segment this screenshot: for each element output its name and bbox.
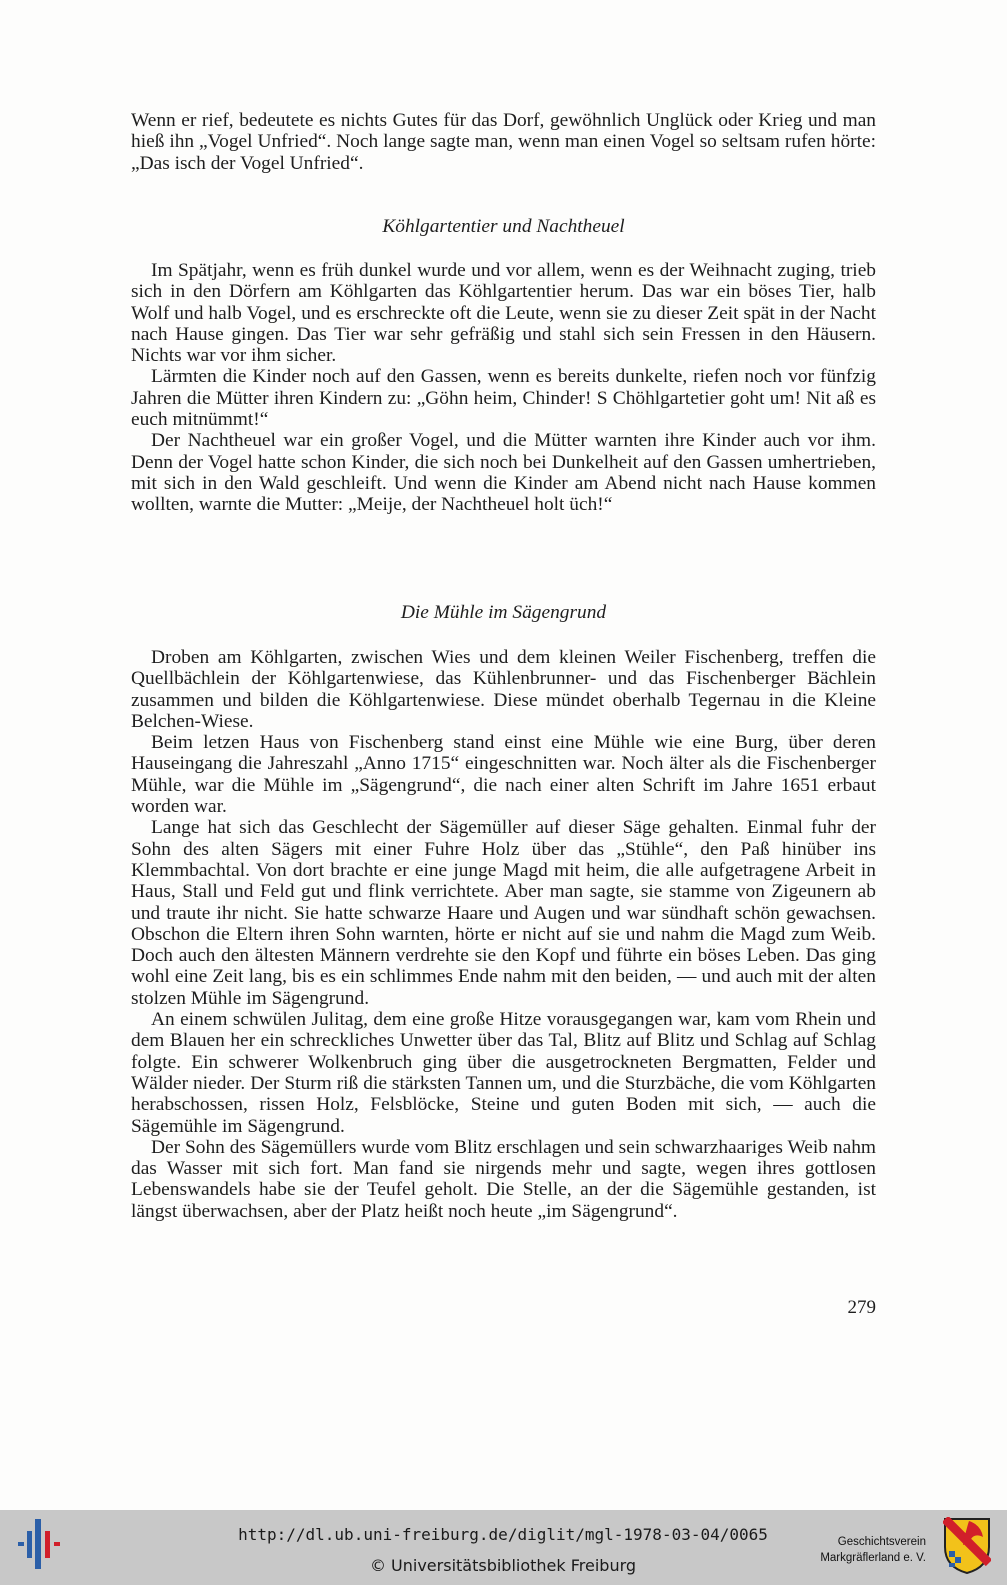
paragraph: Lärmten die Kinder noch auf den Gassen, wenn es bereits dunkelte, riefen noch vor fünfzig Jahren die Mütter ihren Kindern zu: „Göhn heim, Chinder! S Chöhlgartetier goht um! Nit aß es euch mitnümmt!“	[131, 366, 876, 431]
paragraph: Der Nachtheuel war ein großer Vogel, und die Mütter warnten ihre Kinder auch vor ihm. Denn der Vogel hatte schon Kinder, die sich noch bei Dunkelheit auf den Gassen umhertrieben, mit sich in den Wald geschleift. Und wenn die Kinder am Abend nicht nach Hause kommen wollten, warnte die Mutter: „Meije, der Nachtheuel holt üch!“	[131, 430, 876, 516]
section2-body	[131, 647, 876, 1222]
paragraph: An einem schwülen Julitag, dem eine große Hitze vorausgegangen war, kam vom Rhein und dem Blauen her ein schreckliches Unwetter über das Tal, Blitz auf Blitz und Schlag auf Schlag folgte. Ein schwerer Wolkenbruch ging über die ausgetrockneten Bergmatten, Felder und Wälder nieder. Der Sturm riß die stärksten Tannen um, und die Sturzbäche, die vom Köhlgarten herabschossen, rissen Holz, Felsblöcke, Steine und guten Boden mit sich, — auch die Sägemühle im Sägengrund.	[131, 1009, 876, 1137]
intro-paragraph: Wenn er rief, bedeutete es nichts Gutes für das Dorf, gewöhnlich Unglück oder Krieg und man hieß ihn „Vogel Unfried“. Noch lange sagte man, wenn man einen Vogel so seltsam rufen hörte: „Das isch der Vogel Unfried“.	[131, 110, 876, 174]
society-name	[780, 1534, 926, 1566]
section-title-koehlgartentier: Köhlgartentier und Nachtheuel	[382, 216, 625, 237]
paragraph: Droben am Köhlgarten, zwischen Wies und dem kleinen Weiler Fischenberg, treffen die Quellbächlein der Köhlgartenwiese, das Kühlenbrunner- und das Fischenberger Bächlein zusammen und bilden die Köhlgartenwiese. Diese mündet oberhalb Tegernau in die Kleine Belchen-Wiese.	[131, 647, 876, 732]
ub-freiburg-logo-icon[interactable]	[18, 1519, 64, 1569]
paragraph: Der Sohn des Sägemüllers wurde vom Blitz erschlagen und sein schwarzhaariges Weib nahm das Wasser mit sich fort. Man fand sie nirgends mehr und sagte, wegen ihres gottlosen Lebenswandels habe sie der Teufel geholt. Die Stelle, an der die Sägemühle gestanden, ist längst überwachsen, aber der Platz heißt noch heute „im Sägengrund“.	[131, 1136, 876, 1222]
paragraph: Im Spätjahr, wenn es früh dunkel wurde und vor allem, wenn es der Weihnacht zuging, trieb sich in den Dörfern am Köhlgarten das Köhlgartentier herum. Das war ein böses Tier, halb Wolf und halb Vogel, und es erschreckte oft die Leute, wenn sie zu dieser Zeit spät in der Nacht nach Hause gingen. Das Tier war sehr gefräßig und stahl sich sein Fressen in den Häusern. Nichts war vor ihm sicher.	[131, 260, 876, 367]
footer-copyright: © Universitätsbibliothek Freiburg	[369, 1556, 637, 1575]
society-line-1: Geschichtsverein	[837, 1536, 926, 1548]
paragraph: Lange hat sich das Geschlecht der Sägemüller auf dieser Säge gehalten. Einmal fuhr der Sohn des alten Sägers mit einer Fuhre Holz über das „Stühle“, den Paß hinüber ins Klemmbachtal. Von dort brachte er eine junge Magd mit heim, die alle aufgetragene Arbeit in Haus, Stall und Feld gut und flink verrichtete. Aber man sagte, sie stamme von Zigeunern ab und traute ihr nicht. Sie hatte schwarze Haare und Augen und war sündhaft schön gewachsen. Obschon die Eltern ihren Sohn warnten, hörte er nicht auf sie und nahm die Magd zum Weib. Doch auch den ältesten Männern verdrehte sie den Kopf und führte ein böses Leben. Das ging wohl eine Zeit lang, bis es ein schlimmes Ende nahm mit den beiden, — und auch mit der alten stolzen Mühle im Sägengrund.	[131, 817, 876, 1009]
coat-of-arms-icon	[943, 1517, 991, 1575]
intro-text	[131, 110, 876, 174]
section1-body	[131, 260, 876, 516]
footer-url-link[interactable]: http://dl.ub.uni-freiburg.de/diglit/mgl-1978-03-04/0065	[238, 1525, 768, 1544]
paragraph: Beim letzen Haus von Fischenberg stand einst eine Mühle wie eine Burg, über deren Hauseingang die Jahreszahl „Anno 1715“ eingeschnitten war. Noch älter als die Fischenberger Mühle, war die Mühle im „Sägengrund“, die nach einer alten Schrift im Jahre 1651 erbaut worden war.	[131, 732, 876, 818]
society-line-2: Markgräflerland e. V.	[820, 1552, 926, 1564]
page-number: 279	[847, 1297, 876, 1318]
section-title-muehle: Die Mühle im Sägengrund	[400, 602, 607, 623]
